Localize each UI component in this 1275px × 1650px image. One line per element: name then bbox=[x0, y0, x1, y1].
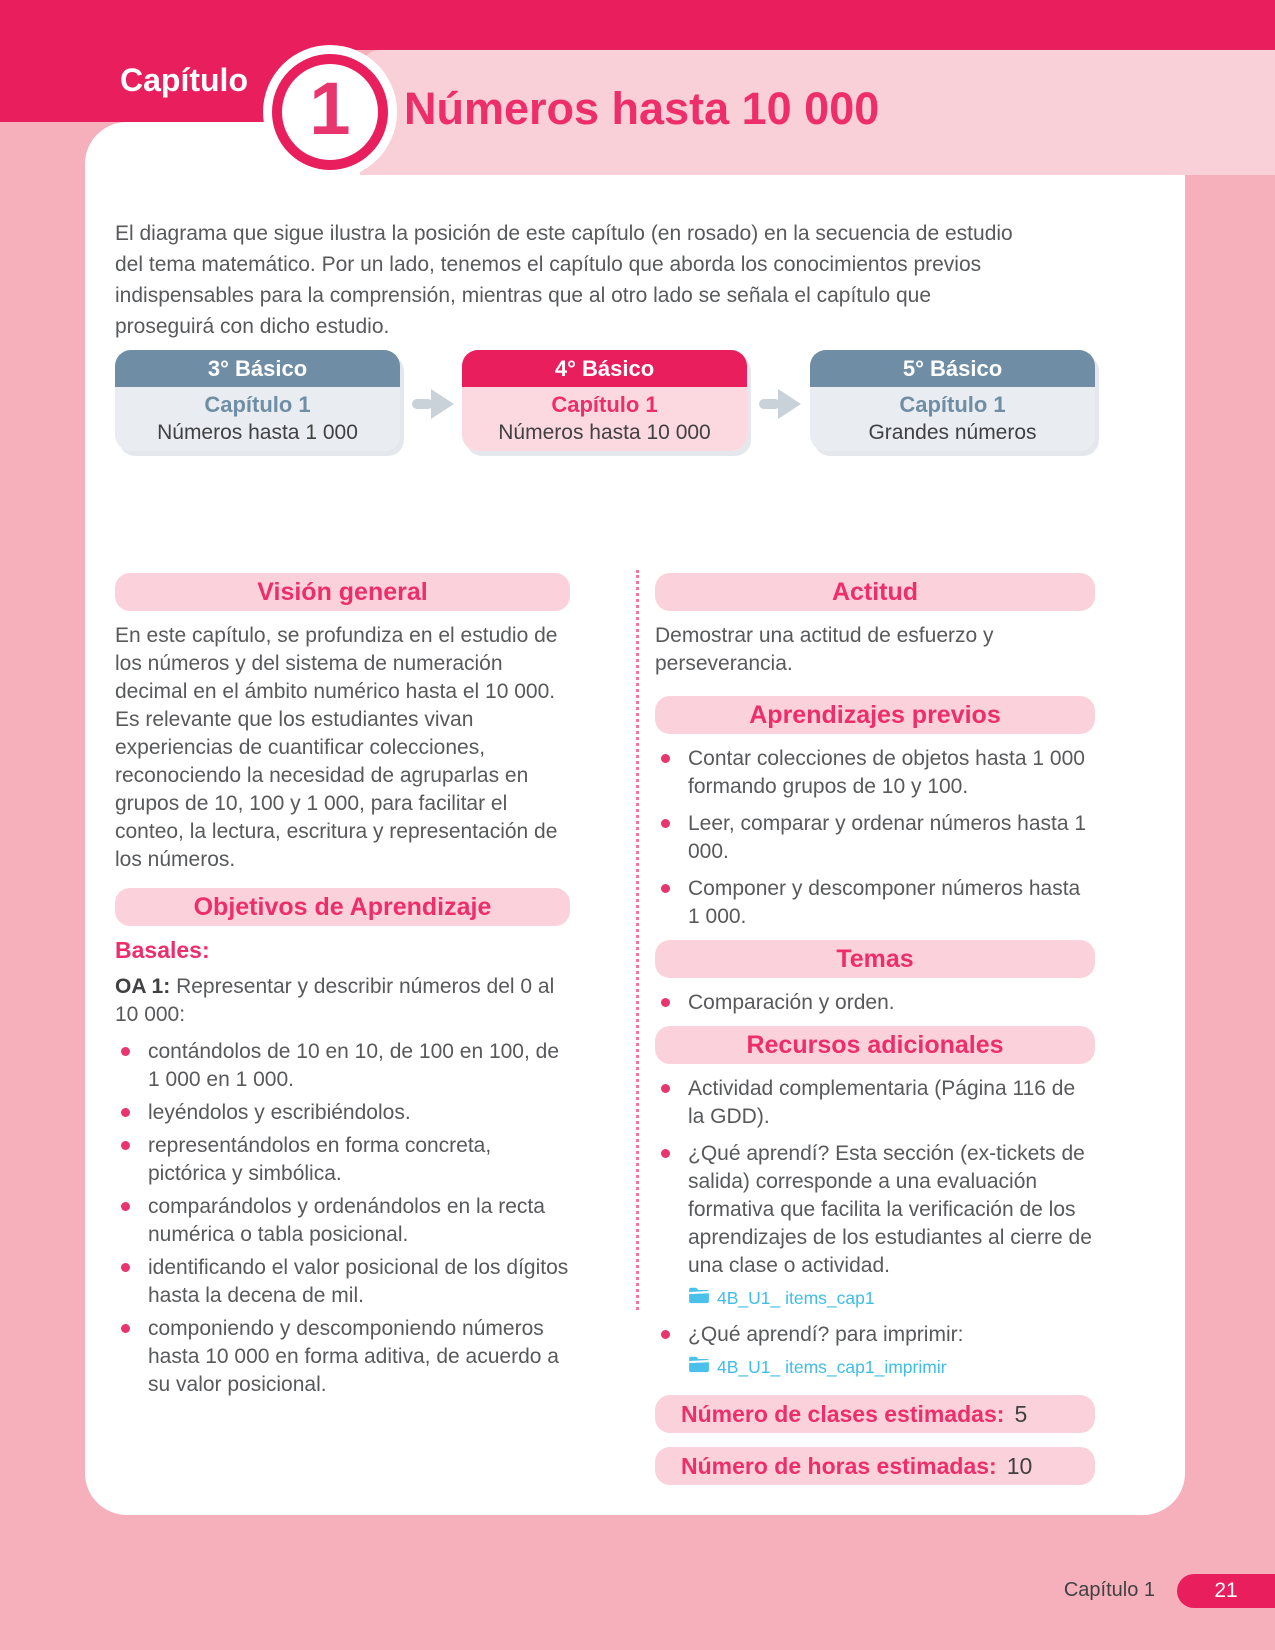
sequence-box-grade: 4° Básico bbox=[462, 350, 747, 387]
oa-1-text: Representar y describir números del 0 al 10 000: bbox=[115, 975, 555, 1026]
resource-link[interactable]: 4B_U1_ items_cap1_imprimir bbox=[717, 1357, 947, 1377]
bullet-dot bbox=[661, 1149, 670, 1158]
sequence-box-4-basico bbox=[462, 350, 747, 451]
chapter-number-ring bbox=[272, 54, 388, 170]
column-divider bbox=[636, 570, 639, 1310]
section-heading-aprendizajes-previos: Aprendizajes previos bbox=[655, 696, 1095, 734]
list-item: Componer y descomponer números hasta 1 000. bbox=[655, 875, 1095, 931]
section-heading-temas: Temas bbox=[655, 940, 1095, 978]
list-item: Actividad complementaria (Página 116 de la GDD). bbox=[655, 1075, 1095, 1131]
page-number-badge bbox=[1177, 1574, 1275, 1608]
bullet-dot bbox=[661, 819, 670, 828]
objetivos-bullet-list bbox=[115, 1038, 570, 1399]
list-item: contándolos de 10 en 10, de 100 en 100, de 1 000 en 1 000. bbox=[115, 1038, 570, 1094]
list-item: comparándolos y ordenándolos en la recta numérica o tabla posicional. bbox=[115, 1193, 570, 1249]
bullet-dot bbox=[121, 1141, 130, 1150]
arrow-right-icon bbox=[412, 386, 454, 427]
bullet-dot bbox=[121, 1047, 130, 1056]
sequence-box-title: Números hasta 10 000 bbox=[498, 421, 711, 444]
bullet-dot bbox=[661, 1330, 670, 1339]
bullet-dot bbox=[661, 998, 670, 1007]
sequence-box-body bbox=[462, 387, 747, 451]
list-item: ¿Qué aprendí? para imprimir: 4B_U1_ items_cap1_imprimir bbox=[655, 1321, 1095, 1381]
actitud-body: Demostrar una actitud de esfuerzo y perseverancia. bbox=[655, 624, 994, 675]
section-heading-vision-general: Visión general bbox=[115, 573, 570, 611]
objetivos-subheading: Basales: bbox=[115, 937, 210, 963]
list-item: Leer, comparar y ordenar números hasta 1 000. bbox=[655, 810, 1095, 866]
list-item: identificando el valor posicional de los dígitos hasta la decena de mil. bbox=[115, 1254, 570, 1310]
right-column bbox=[655, 573, 1095, 1485]
list-item: ¿Qué aprendí? Esta sección (ex-tickets de salida) corresponde a una evaluación formativa que facilita la verificación de los aprendizajes de los estudiantes al cierre de una clase o actividad. 4B_U1_ items_cap1 bbox=[655, 1140, 1095, 1312]
recursos-bullet-list bbox=[655, 1075, 1095, 1381]
section-heading-recursos-adicionales: Recursos adicionales bbox=[655, 1026, 1095, 1064]
left-column bbox=[115, 573, 570, 1404]
chapter-number-badge bbox=[263, 45, 397, 179]
sequence-box-title: Grandes números bbox=[868, 421, 1037, 444]
clases-estimadas-label: Número de clases estimadas: bbox=[681, 1400, 1005, 1427]
bullet-dot bbox=[121, 1202, 130, 1211]
resource-link-row bbox=[688, 1353, 1095, 1381]
sequence-box-3-basico bbox=[115, 350, 400, 451]
list-item: leyéndolos y escribiéndolos. bbox=[115, 1099, 570, 1127]
arrow-right-icon bbox=[759, 386, 801, 427]
chapter-number: 1 bbox=[309, 67, 351, 150]
resource-link[interactable]: 4B_U1_ items_cap1 bbox=[717, 1288, 875, 1308]
aprendizajes-bullet-list bbox=[655, 745, 1095, 931]
oa-1-label: OA 1: bbox=[115, 975, 171, 998]
folder-icon bbox=[688, 1353, 710, 1381]
bullet-dot bbox=[121, 1108, 130, 1117]
page-number: 21 bbox=[1214, 1579, 1238, 1602]
bullet-dot bbox=[121, 1324, 130, 1333]
folder-icon bbox=[688, 1284, 710, 1312]
temas-bullet-list bbox=[655, 989, 1095, 1017]
sequence-box-chapter: Capítulo 1 bbox=[551, 392, 658, 417]
sequence-box-body bbox=[810, 387, 1095, 451]
sequence-box-body bbox=[115, 387, 400, 451]
sequence-box-title: Números hasta 1 000 bbox=[157, 421, 358, 444]
clases-estimadas-value: 5 bbox=[1014, 1400, 1028, 1427]
bullet-dot bbox=[661, 884, 670, 893]
section-heading-objetivos: Objetivos de Aprendizaje bbox=[115, 888, 570, 926]
sequence-box-chapter: Capítulo 1 bbox=[899, 392, 1006, 417]
oa-1-paragraph bbox=[115, 973, 570, 1029]
horas-estimadas-value: 10 bbox=[1006, 1452, 1033, 1479]
resource-link-row bbox=[688, 1284, 1095, 1312]
vision-general-body: En este capítulo, se profundiza en el estudio de los números y del sistema de numeración decimal en el ámbito numérico hasta el 10 000. Es relevante que los estudiantes vivan experiencias de cuantificar colecciones, reconociendo la necesidad de agruparlas en grupos de 10, 100 y 1 000, para facilitar el conteo, la lectura, escritura y representación de los números. bbox=[115, 624, 558, 871]
section-heading-actitud: Actitud bbox=[655, 573, 1095, 611]
footer-chapter-label: Capítulo 1 bbox=[1063, 1579, 1155, 1601]
list-item: Contar colecciones de objetos hasta 1 000 formando grupos de 10 y 100. bbox=[655, 745, 1095, 801]
sequence-box-grade: 3° Básico bbox=[115, 350, 400, 387]
chapter-label: Capítulo bbox=[120, 62, 248, 98]
bullet-dot bbox=[661, 754, 670, 763]
intro-paragraph: El diagrama que sigue ilustra la posición de este capítulo (en rosado) en la secuencia de estudio del tema matemático. Por un lado, tenemos el capítulo que aborda los conocimientos previos indispensables para la comprensión, mientras que al otro lado se señala el capítulo que proseguirá con dicho estudio. bbox=[115, 222, 1013, 338]
list-item: Comparación y orden. bbox=[655, 989, 1095, 1017]
horas-estimadas-label: Número de horas estimadas: bbox=[681, 1452, 997, 1479]
horas-estimadas-band bbox=[655, 1447, 1095, 1485]
sequence-box-grade: 5° Básico bbox=[810, 350, 1095, 387]
sequence-box-5-basico bbox=[810, 350, 1095, 451]
bullet-dot bbox=[121, 1263, 130, 1272]
clases-estimadas-band bbox=[655, 1395, 1095, 1433]
list-item: representándolos en forma concreta, pictórica y simbólica. bbox=[115, 1132, 570, 1188]
list-item: componiendo y descomponiendo números hasta 10 000 en forma aditiva, de acuerdo a su valor posicional. bbox=[115, 1315, 570, 1399]
bullet-dot bbox=[661, 1084, 670, 1093]
page-title: Números hasta 10 000 bbox=[404, 83, 880, 134]
sequence-box-chapter: Capítulo 1 bbox=[204, 392, 311, 417]
